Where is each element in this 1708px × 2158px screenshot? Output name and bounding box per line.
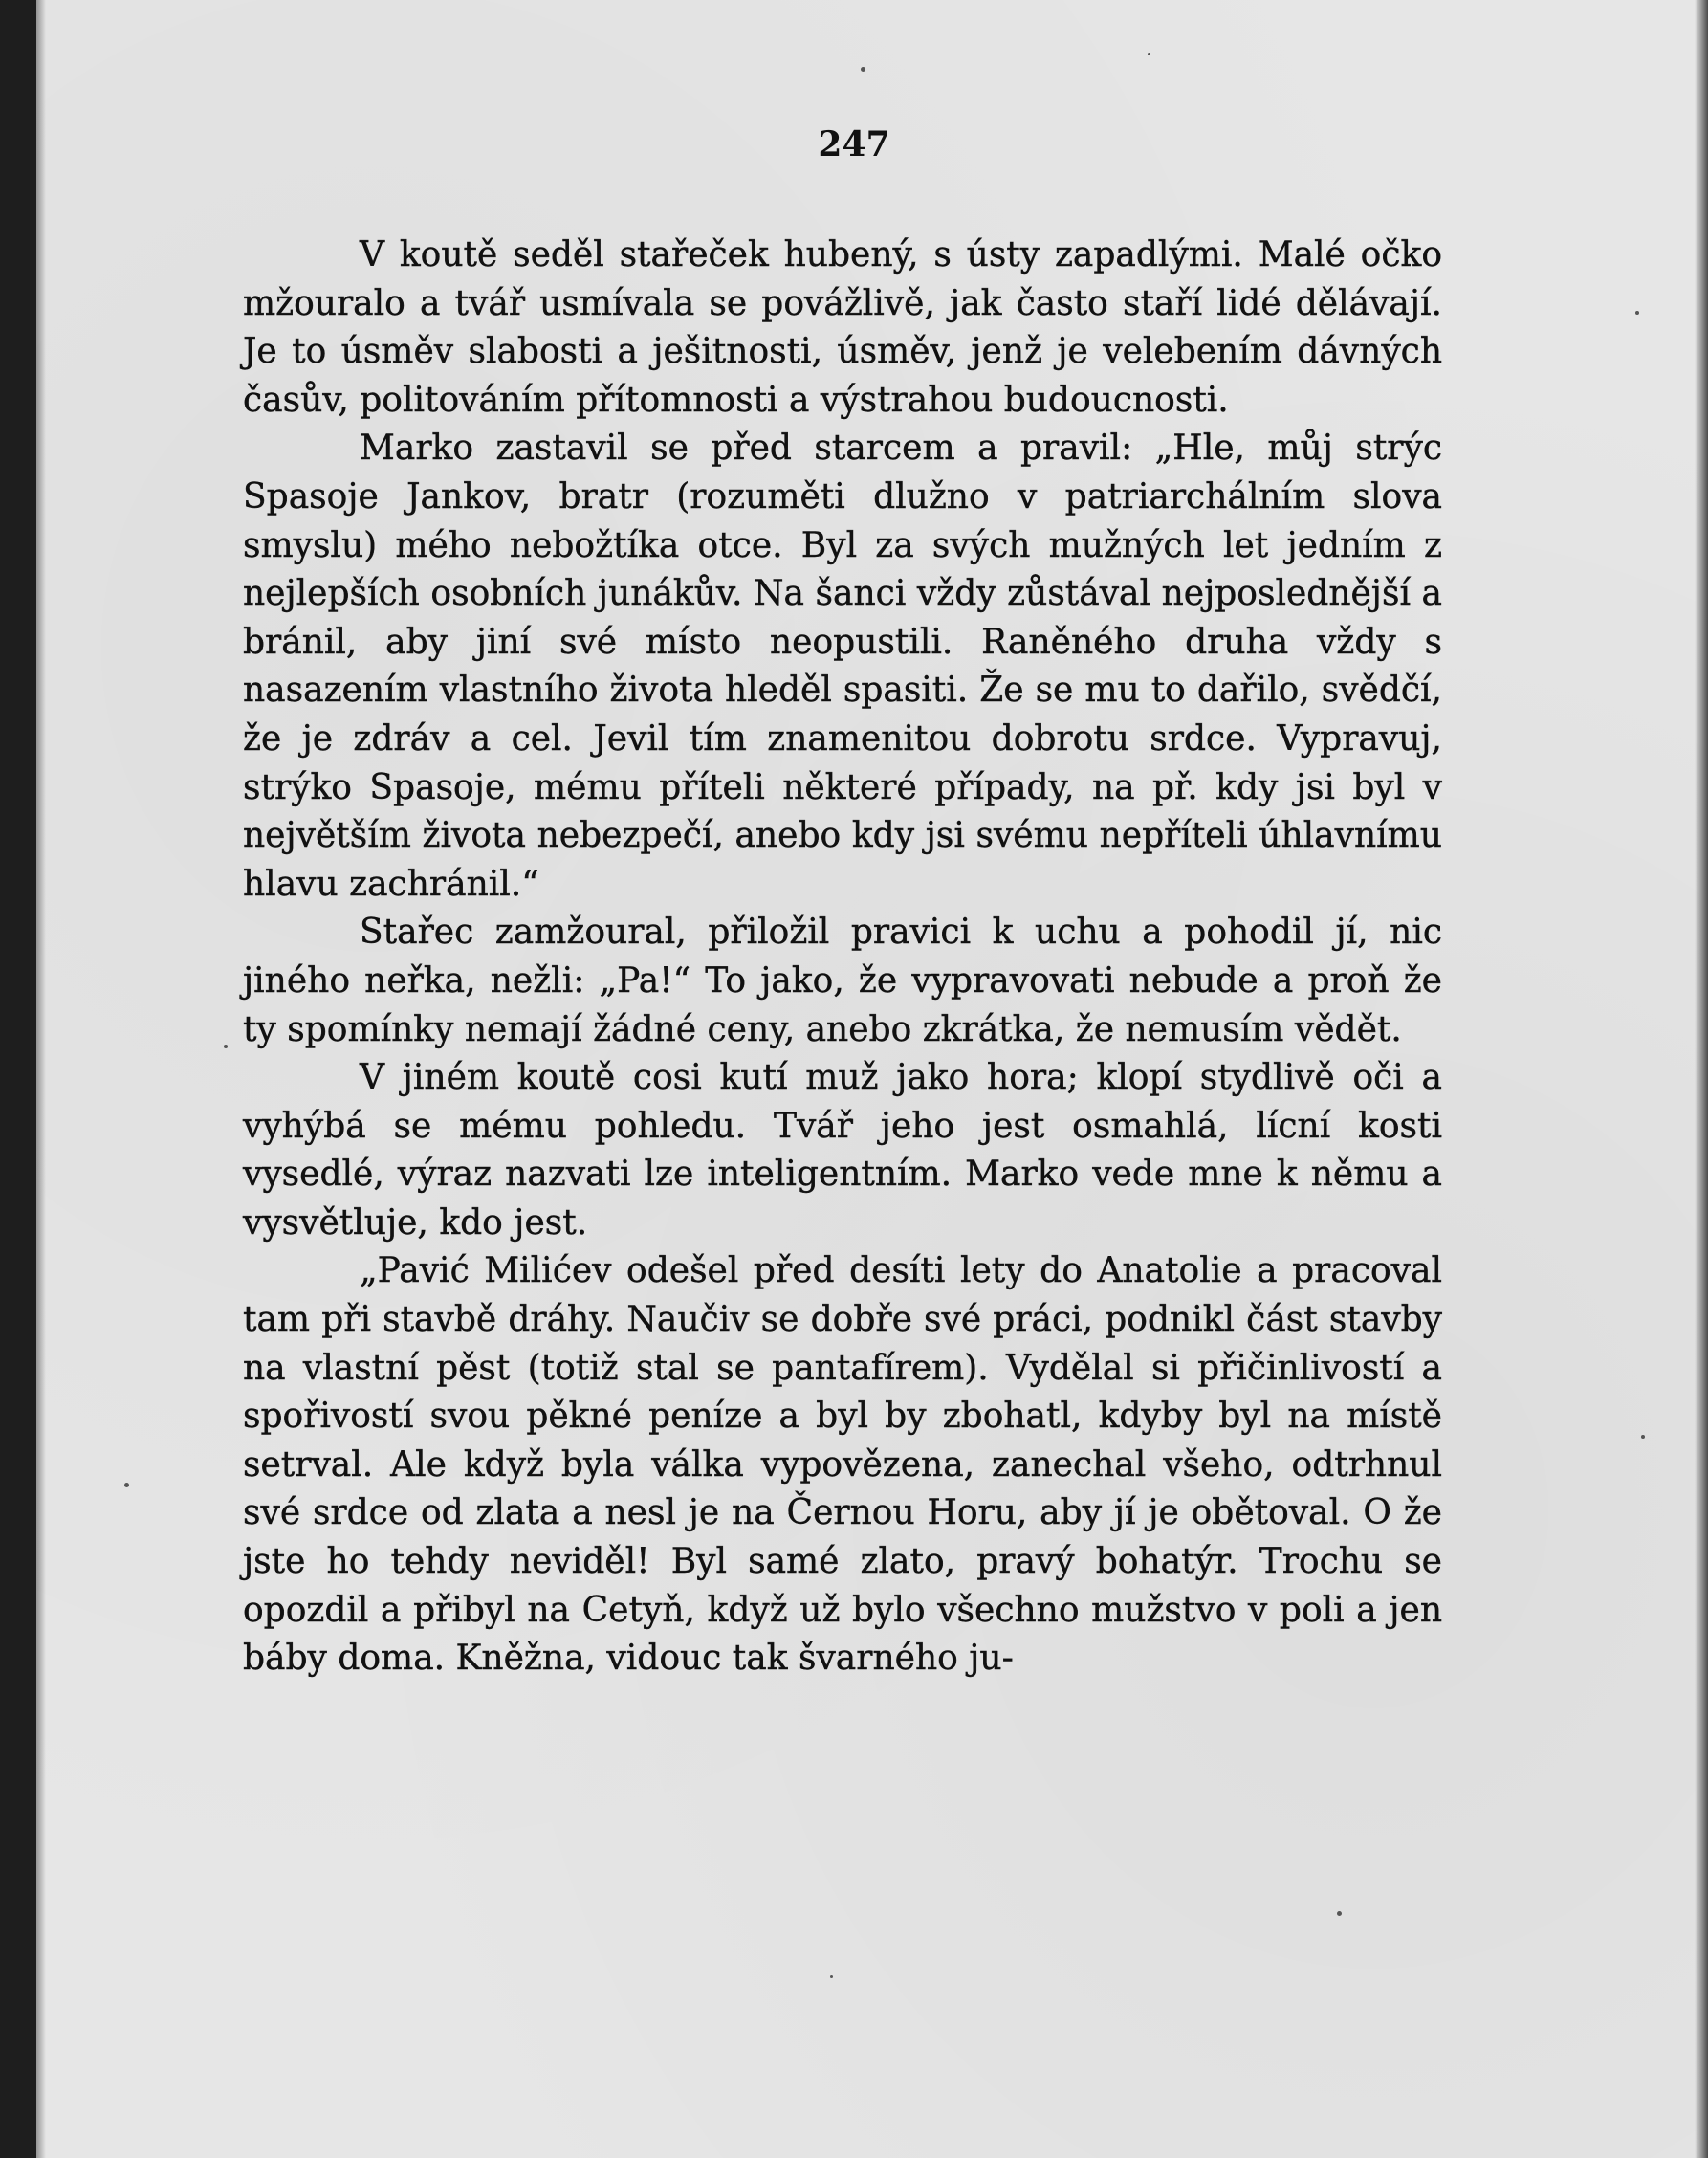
page-binding-shadow [36, 0, 46, 2158]
paper-speck [861, 67, 865, 72]
paper-speck [1148, 53, 1150, 55]
paper-speck [1641, 1435, 1645, 1439]
paragraph-1: V koutě seděl stařeček hubený, s ústy zapadlými. Malé očko mžouralo a tvář usmívala se povážlivě, jak často staří lidé dělávají. Je to úsměv slabosti a ješitnosti, úsměv, jenž je velebením dávných časův, politováním přítomnosti a výstrahou budoucnosti. [243, 235, 1442, 420]
page-right-edge [1695, 0, 1708, 2158]
paragraph-3: Stařec zamžoural, přiložil pravici k uchu a pohodil jí, nic jiného neřka, nežli: „Pa!“ To jako, že vypravovati nebude a proň že ty spomínky nemají žádné ceny, anebo zkrátka, že nemusím vědět. [243, 913, 1442, 1049]
paper-speck [1635, 311, 1639, 315]
paper-speck [124, 1483, 129, 1487]
body-text [243, 231, 1442, 1684]
paper-speck [1337, 1911, 1342, 1916]
paragraph-2: Marko zastavil se před starcem a pravil: „Hle, můj strýc Spasoje Jankov, bratr (rozuměti dlužno v patriarchálním slova smyslu) mého nebožtíka otce. Byl za svých mužných let jedním z nejlepších osobních junákův. Na šanci vždy zůstával nejposlednější a bránil, aby jiní své místo neopustili. Raněného druha vždy s nasazením vlastního života hleděl spasiti. Že se mu to dařilo, svědčí, že je zdráv a cel. Jevil tím znamenitou dobrotu srdce. Vypravuj, strýko Spasoje, mému příteli některé případy, na př. kdy jsi byl v největším života nebezpečí, anebo kdy jsi svému nepříteli úhlavnímu hlavu zachránil.“ [243, 429, 1442, 904]
paragraph-5: „Pavić Milićev odešel před desíti lety do Anatolie a pracoval tam při stavbě dráhy. Naučiv se dobře své práci, podnikl část stavby na vlastní pěst (totiž stal se pantafírem). Vydělal si přičinlivostí a spořivostí svou pěkné peníze a byl by zbohatl, kdyby byl na místě setrval. Ale když byla válka vypovězena, zanechal všeho, odtrhnul své srdce od zlata a nesl je na Černou Horu, aby jí je obětoval. O že jste ho tehdy neviděl! Byl samé zlato, pravý bohatýr. Trochu se opozdil a přibyl na Cetyň, když už bylo všechno mužstvo v poli a jen báby doma. Kněžna, vidouc tak švarného ju- [243, 1251, 1442, 1679]
page-number: 247 [818, 124, 890, 165]
paragraph-4: V jiném koutě cosi kutí muž jako hora; klopí stydlivě oči a vyhýbá se mému pohledu. Tvář jeho jest osmahlá, lícní kosti vysedlé, výraz nazvati lze inteligentním. Marko vede mne k němu a vysvětluje, kdo jest. [243, 1058, 1442, 1243]
paper-speck [224, 1045, 228, 1048]
paper-speck [830, 1975, 833, 1978]
